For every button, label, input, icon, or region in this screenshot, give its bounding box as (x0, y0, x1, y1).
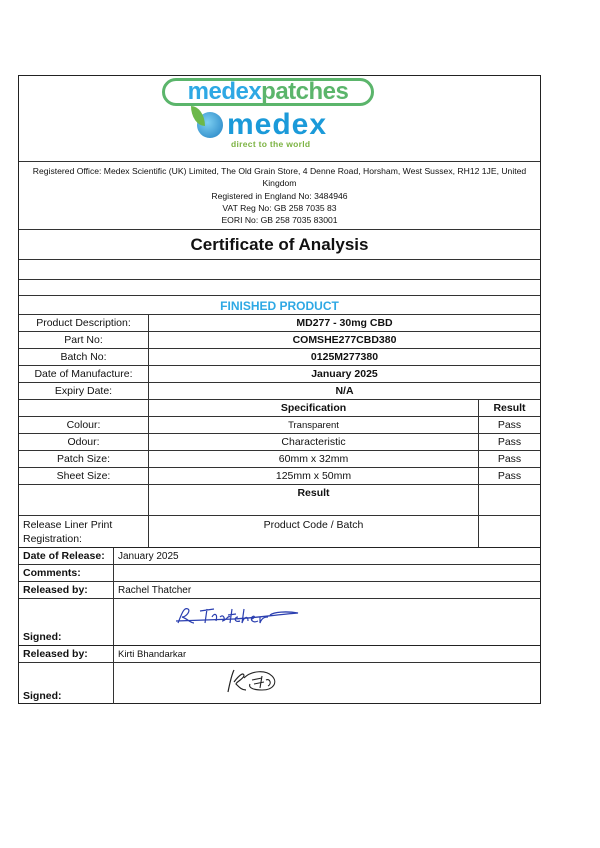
info-label: Date of Manufacture: (34, 368, 133, 380)
info-label: Part No: (64, 334, 103, 346)
title-row (19, 229, 540, 259)
section-heading: FINISHED PRODUCT (220, 299, 339, 313)
info-row (19, 348, 540, 365)
info-label: Batch No: (60, 351, 107, 363)
info-row (19, 331, 540, 348)
vat-number: VAT Reg No: GB 258 7035 83 (222, 202, 337, 213)
released-by-name: Rachel Thatcher (113, 582, 540, 598)
logo-text-patches: patches (261, 78, 349, 105)
certificate-frame (18, 75, 541, 704)
signature-box (113, 599, 540, 645)
blank-row (19, 279, 540, 295)
release-liner-value: Product Code / Batch (148, 516, 478, 547)
spec-row (19, 450, 540, 467)
release-liner-label (19, 516, 148, 547)
result-header: Result (478, 400, 540, 416)
batch-no-value: 0125M277380 (148, 349, 540, 365)
released-by-row (19, 645, 540, 662)
date-of-release-row (19, 547, 540, 564)
signature-image (222, 666, 286, 696)
info-label: Product Description: (36, 317, 131, 329)
spec-row (19, 467, 540, 484)
released-by-row (19, 581, 540, 598)
spec-result: Pass (478, 468, 540, 484)
spec-value: Transparent (148, 417, 478, 433)
spec-label: Patch Size: (56, 453, 111, 465)
comments-value (113, 565, 540, 581)
spec-value: 60mm x 32mm (148, 451, 478, 467)
medex-logo (197, 109, 327, 141)
comments-row (19, 564, 540, 581)
spec-value: 125mm x 50mm (148, 468, 478, 484)
registration-number: Registered in England No: 3484946 (211, 190, 348, 201)
globe-icon (197, 112, 223, 138)
result-heading: Result (148, 485, 478, 515)
release-liner-label-line2: Registration: (23, 532, 82, 545)
info-label: Expiry Date: (54, 385, 113, 397)
result-row-blank-result (478, 485, 540, 515)
spec-label: Sheet Size: (56, 470, 111, 482)
signed-row (19, 662, 540, 704)
released-by-label: Released by: (23, 584, 88, 596)
date-of-release-label: Date of Release: (23, 550, 105, 562)
document-title: Certificate of Analysis (190, 234, 369, 254)
spec-header-blank (19, 400, 148, 416)
spec-result: Pass (478, 434, 540, 450)
blank-row (19, 259, 540, 279)
signature-image (174, 603, 304, 629)
eori-number: EORI No: GB 258 7035 83001 (221, 215, 338, 226)
date-of-release-value: January 2025 (113, 548, 540, 564)
result-row-blank (19, 485, 148, 515)
spec-label: Odour: (67, 436, 100, 448)
expiry-date-value: N/A (148, 383, 540, 399)
info-row (19, 314, 540, 331)
spec-row (19, 416, 540, 433)
medexpatches-logo (162, 78, 374, 106)
release-liner-result (478, 516, 540, 547)
signed-label: Signed: (23, 631, 62, 643)
address-line: Kingdom (262, 178, 297, 189)
product-description-value: MD277 - 30mg CBD (148, 315, 540, 331)
logo-tagline: direct to the world (231, 139, 311, 149)
logo-text-medex: medex (187, 78, 262, 105)
signed-label: Signed: (23, 690, 62, 702)
spec-result: Pass (478, 451, 540, 467)
spec-value: Characteristic (148, 434, 478, 450)
signature-box (113, 663, 540, 704)
spec-row (19, 433, 540, 450)
logo-area (19, 76, 540, 161)
part-no-value: COMSHE277CBD380 (148, 332, 540, 348)
spec-label: Colour: (66, 419, 101, 431)
spec-header-row (19, 399, 540, 416)
leaf-icon (191, 106, 205, 126)
signed-row (19, 598, 540, 645)
result-row (19, 484, 540, 515)
manufacture-date-value: January 2025 (148, 366, 540, 382)
specification-header: Specification (148, 400, 478, 416)
comments-label: Comments: (23, 567, 81, 579)
section-row (19, 295, 540, 314)
info-row (19, 365, 540, 382)
spec-result: Pass (478, 417, 540, 433)
registered-office (19, 161, 540, 229)
info-row (19, 382, 540, 399)
released-by-name: Kirti Bhandarkar (113, 646, 540, 662)
address-line: Registered Office: Medex Scientific (UK) Limited, The Old Grain Store, 4 Denne Road, Horsham, West Sussex, RH12 1JE, United (32, 166, 527, 176)
medex-wordmark: medex (227, 108, 328, 141)
release-liner-label-line1: Release Liner Print (23, 518, 113, 531)
released-by-label: Released by: (23, 648, 88, 660)
release-liner-row (19, 515, 540, 547)
